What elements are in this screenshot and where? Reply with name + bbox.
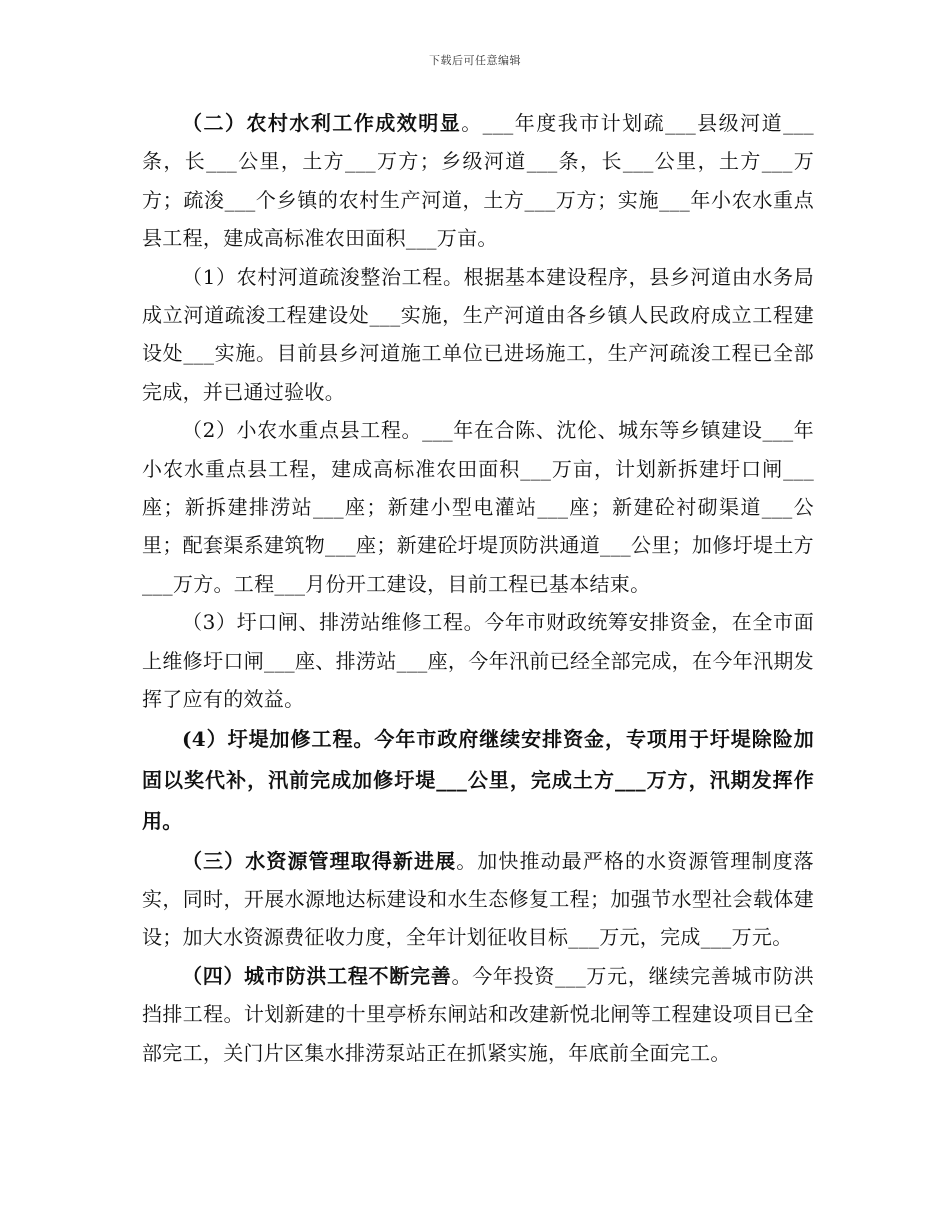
- page-header: 下载后可任意编辑: [429, 54, 521, 67]
- paragraph-text: 。加快推动最严格的水资源管理制度落实，同时，开展水源地达标建设和水生态修复工程；加强节水型社会载体建设；加大水资源费征收力度，全年计划征收目标___万元，完成___万元。: [142, 848, 814, 950]
- section-heading-2: （二）农村水利工作成效明显: [182, 111, 462, 135]
- document-body: [142, 104, 814, 1072]
- section-heading-3: （三）水资源管理取得新进展: [182, 848, 457, 873]
- paragraph-item-2: [142, 411, 814, 603]
- paragraph-text: （1）农村河道疏浚整治工程。根据基本建设程序，县乡河道由水务局成立河道疏浚工程建设处___实施，生产河道由各乡镇人民政府成立工程建设处___实施。目前县乡河道施工单位已进场施工，生产河疏浚工程已全部完成，并已通过验收。: [142, 264, 814, 404]
- paragraph-text: 。___年度我市计划疏___县级河道___条，长___公里，土方___万方；乡级河道___条，长___公里，土方___万方；疏浚___个乡镇的农村生产河道，土方___万方；实施___年小农水重点县工程，建成高标准农田面积___万亩。: [142, 111, 814, 251]
- paragraph-text: （2）小农水重点县工程。___年在合陈、沈伦、城东等乡镇建设___年小农水重点县工程，建成高标准农田面积___万亩，计划新拆建圩口闸___座；新拆建排涝站___座；新建小型电灌站___座；新建砼衬砌渠道___公里；配套渠系建筑物___座；新建砼圩堤顶防洪通道___公里；加修圩堤土方___万方。工程___月份开工建设，目前工程已基本结束。: [142, 418, 814, 596]
- paragraph-text: （3）圩口闸、排涝站维修工程。今年市财政统筹安排资金，在全市面上维修圩口闸___座、排涝站___座，今年汛前已经全部完成，在今年汛期发挥了应有的效益。: [142, 610, 814, 712]
- paragraph-water-resources: [142, 842, 814, 957]
- paragraph-text: (4）圩堤加修工程。今年市政府继续安排资金，专项用于圩堤除险加固以奖代补，汛前完成加修圩堤___公里，完成土方___万方，汛期发挥作用。: [142, 726, 814, 833]
- paragraph-rural-water: [142, 104, 814, 258]
- paragraph-flood-control: [142, 957, 814, 1072]
- paragraph-item-4: [142, 719, 814, 842]
- paragraph-item-1: [142, 258, 814, 412]
- section-heading-4: （四）城市防洪工程不断完善: [182, 963, 452, 988]
- paragraph-item-3: [142, 603, 814, 718]
- paragraph-text: 。今年投资___万元，继续完善城市防洪挡排工程。计划新建的十里亭桥东闸站和改建新悦北闸等工程建设项目已全部完工，关门片区集水排涝泵站正在抓紧实施，年底前全面完工。: [142, 963, 815, 1065]
